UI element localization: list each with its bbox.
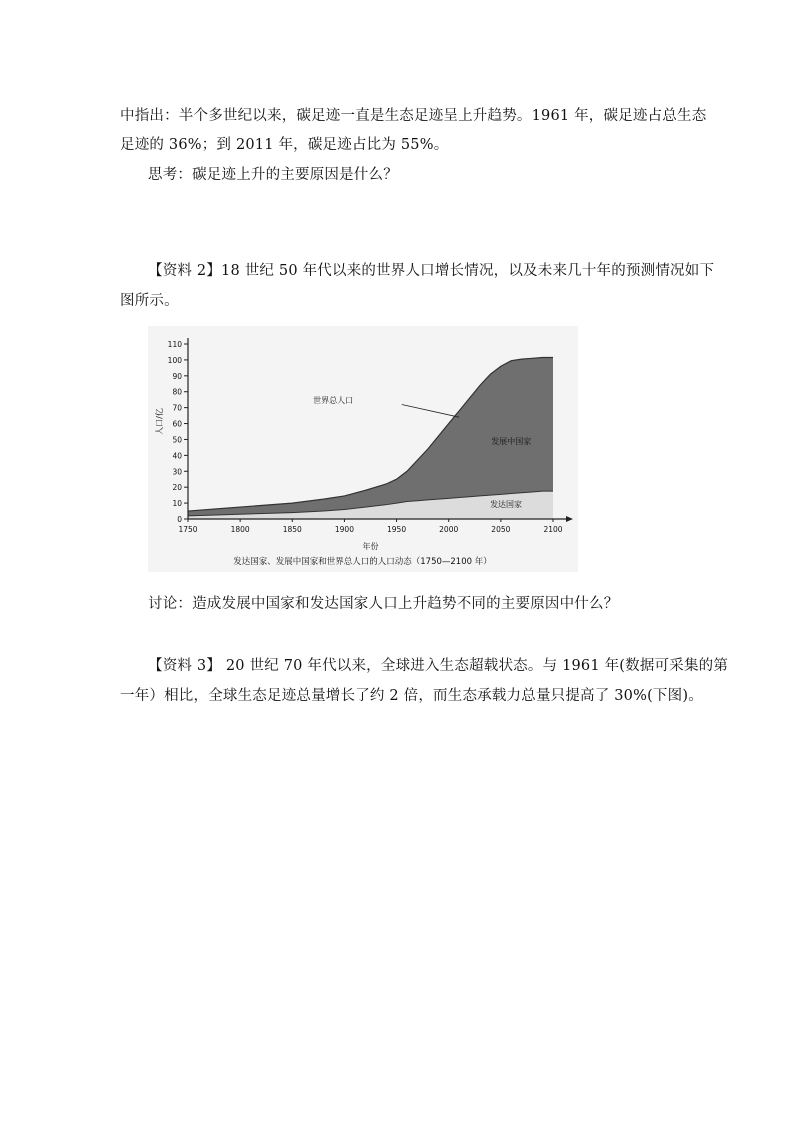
world-population-label: 世界总人口 — [313, 395, 354, 405]
developing-countries-label: 发展中国家 — [491, 437, 532, 447]
x-tick-label: 2050 — [491, 525, 511, 534]
x-axis-label: 年份 — [362, 542, 379, 551]
x-tick-label: 1950 — [387, 525, 407, 534]
paragraph-line: 图所示。 — [120, 293, 179, 309]
population-chart — [148, 326, 578, 572]
think-question: 思考：碳足迹上升的主要原因是什么？ — [148, 167, 398, 183]
material-3-heading: 【资料 3】 20 世纪 70 年代以来，全球进入生态超载状态。与 1961 年(数据可采集的第 — [148, 658, 729, 674]
y-tick-label: 80 — [172, 387, 182, 397]
paragraph-line: 中指出：半个多世纪以来，碳足迹一直是生态足迹呈上升趋势。1961 年，碳足迹占总生态 — [120, 108, 707, 124]
y-tick-label: 100 — [167, 355, 182, 365]
x-tick-label: 1850 — [282, 525, 302, 534]
y-tick-label: 20 — [172, 483, 182, 493]
developed-countries-label: 发达国家 — [490, 500, 523, 510]
world-population-leader — [402, 404, 459, 417]
x-tick-label: 1750 — [178, 525, 198, 534]
y-axis-label: 人口/亿 — [155, 408, 164, 435]
y-tick-label: 70 — [172, 403, 182, 413]
y-tick-label: 10 — [172, 499, 182, 509]
x-tick-label: 2000 — [439, 525, 459, 534]
population-chart-svg — [148, 326, 578, 572]
chart-caption: 发达国家、发展中国家和世界总人口的人口动态（1750—2100 年） — [233, 557, 492, 567]
y-tick-label: 90 — [172, 371, 182, 381]
discussion-question: 讨论：造成发展中国家和发达国家人口上升趋势不同的主要原因中什么？ — [148, 596, 619, 612]
x-axis-arrow — [566, 516, 573, 522]
y-tick-label: 30 — [172, 467, 182, 477]
x-tick-label: 2100 — [543, 525, 563, 534]
x-tick-label: 1800 — [230, 525, 250, 534]
material-2-heading: 【资料 2】18 世纪 50 年代以来的世界人口增长情况，以及未来几十年的预测情况如下 — [148, 263, 715, 279]
x-tick-label: 1900 — [334, 525, 354, 534]
y-tick-label: 0 — [177, 515, 182, 524]
y-tick-label: 110 — [167, 340, 182, 349]
y-tick-label: 60 — [172, 419, 182, 429]
y-tick-label: 50 — [172, 435, 182, 445]
paragraph-line: 一年）相比，全球生态足迹总量增长了约 2 倍，而生态承载力总量只提高了 30%(下图)。 — [120, 688, 703, 704]
y-tick-label: 40 — [172, 451, 182, 461]
paragraph-line: 足迹的 36%；到 2011 年，碳足迹占比为 55%。 — [120, 137, 449, 153]
